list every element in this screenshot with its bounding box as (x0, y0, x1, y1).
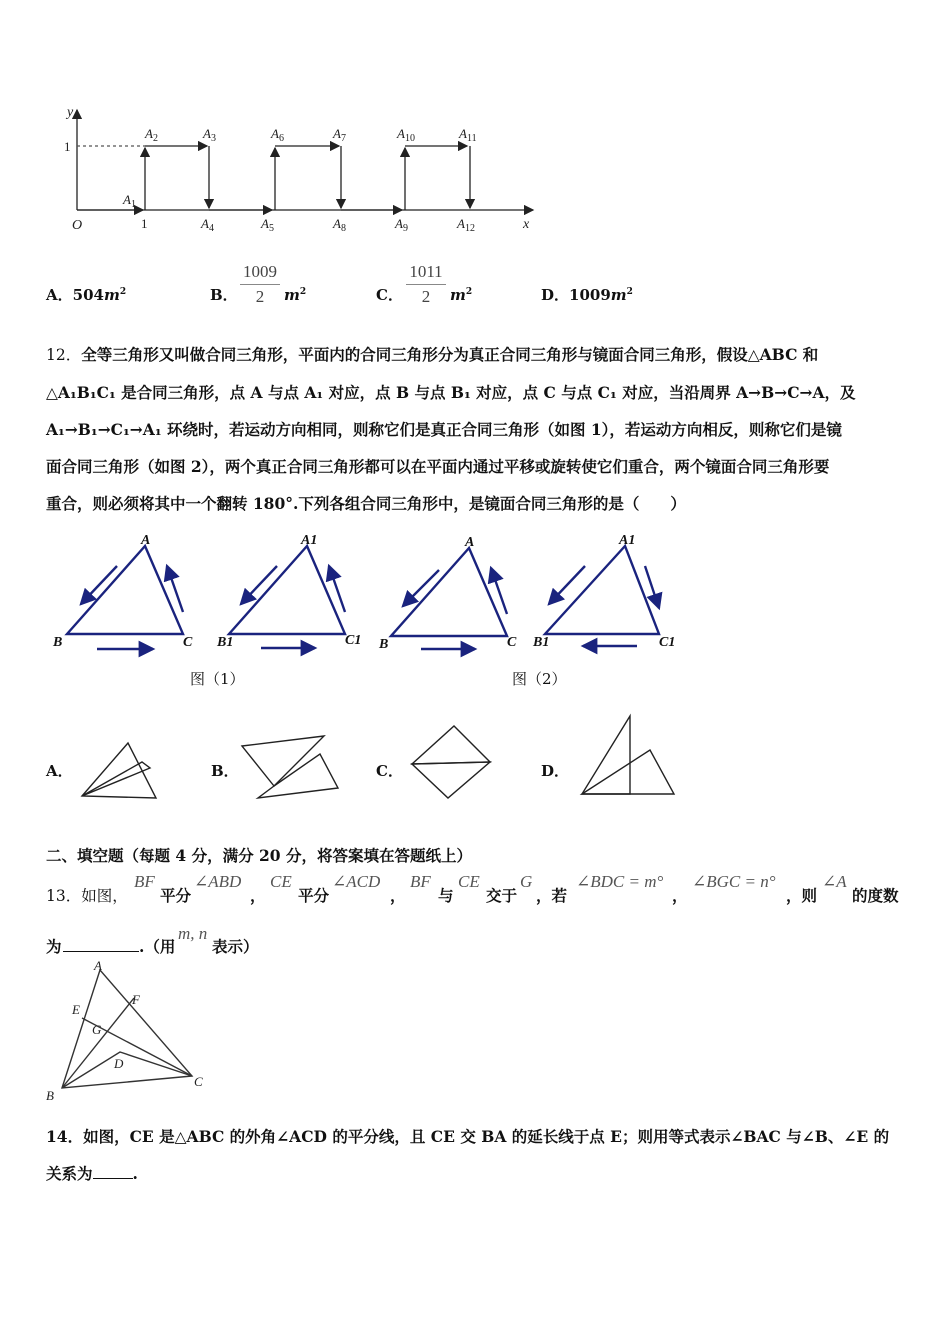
point-label-a6: $A_6$ (271, 126, 284, 144)
f1b-B1: B1 (217, 635, 234, 650)
point-label-a12: $A_{12}$ (457, 216, 475, 234)
f2b-C1: C1 (659, 635, 676, 650)
f1-B: B (53, 635, 63, 650)
section-2-title: 二、填空题（每题 4 分，满分 20 分，将答案填在答题纸上） (46, 846, 472, 865)
point-label-a10: $A_{10}$ (397, 126, 415, 144)
q12-option-b-figure (238, 732, 342, 802)
q13-G: G (92, 1022, 102, 1037)
point-label-a8: $A_8$ (333, 216, 346, 234)
q13-D: D (114, 1056, 124, 1071)
f2-B: B (379, 637, 389, 652)
q13-figure (40, 958, 220, 1104)
point-label-a5: $A_5$ (261, 216, 274, 234)
point-label-a2: $A_2$ (145, 126, 158, 144)
f1-C: C (183, 635, 193, 650)
point-label-a4: $A_4$ (201, 216, 214, 234)
q14-text: 14．如图，CE 是△ABC 的外角∠ACD 的平分线，且 CE 交 BA 的延长线于点 E；则用等式表示∠BAC 与∠B、∠E 的 关系为 . (46, 1127, 890, 1183)
coordinate-path-figure (55, 100, 555, 240)
point-label-a9: $A_9$ (395, 216, 408, 234)
tick-y1: 1 (64, 139, 71, 154)
q12-option-d[interactable]: D． (541, 762, 570, 780)
q12-triangles-figure (45, 532, 695, 662)
q11-option-b[interactable]: B． (210, 286, 238, 304)
q12-option-d-figure (578, 712, 680, 798)
fig2-caption: 图（2） (512, 670, 567, 688)
q13-C: C (194, 1074, 203, 1089)
q11-fraction-b: 1009 2 (240, 262, 280, 307)
q13-line2: 为 .（用 m, n 表示） (46, 924, 259, 956)
f1b-A1: A1 (301, 533, 318, 548)
f1-A: A (141, 533, 151, 548)
q11-unit-b: $m^2$ (284, 286, 307, 304)
y-axis-label: y (67, 105, 74, 120)
point-label-a7: $A_7$ (333, 126, 346, 144)
q13-B: B (46, 1088, 54, 1103)
q12-option-c[interactable]: C． (376, 762, 403, 780)
q13-A: A (94, 958, 102, 973)
q12-option-b[interactable]: B． (211, 762, 239, 780)
point-label-a1: $A_1$ (123, 192, 136, 210)
tick-x1: 1 (141, 216, 148, 231)
origin-label: O (72, 218, 83, 233)
x-axis-label: x (523, 217, 530, 232)
q13-line1: 13．如图， BF 平分 ∠ABD ， CE 平分 ∠ACD ， BF 与 CE 交于 G ，若 ∠BDC = m° ， ∠BGC = n° ，则 ∠A 的度数 (46, 872, 899, 905)
q14-answer-blank[interactable] (93, 1164, 133, 1179)
q11-unit-c: $m^2$ (450, 286, 473, 304)
q12-text: 12．全等三角形又叫做合同三角形，平面内的合同三角形分为真正合同三角形与镜面合同三角形，假设△ABC 和 △A₁B₁C₁ 是合同三角形，点 A 与点 A₁ 对应，点 B 与点 B₁ 对应，点 C 与点 C₁ 对应，当沿周界 A→B→C→A，及 A₁→B₁→C₁→A₁ 环绕时，若运动方向相同，则称它们是真正合同三角形（如图 1），若运动方向相反，则称它们是镜 面合同三角形（如图 2），两个真正合同三角形都可以在平面内通过平移或旋转使它们重合，两个镜面合同三角形要 重合，则必须将其中一个翻转 180°.下列各组合同三角形中，是镜面合同三角形的是（ ） (46, 345, 856, 513)
q12-option-c-figure (408, 722, 494, 802)
f2-C: C (507, 635, 517, 650)
f2b-A1: A1 (619, 533, 636, 548)
q11-option-a[interactable]: A．$504m^2$ (46, 286, 127, 304)
q13-E: E (72, 1002, 80, 1017)
q11-option-c[interactable]: C． (376, 286, 403, 304)
q13-F: F (132, 992, 140, 1007)
f2-A: A (465, 535, 475, 550)
q12-option-a[interactable]: A． (46, 762, 73, 780)
q11-fraction-c: 1011 2 (406, 262, 446, 307)
q11-option-d[interactable]: D．$1009m^2$ (541, 286, 633, 304)
q12-option-a-figure (78, 740, 160, 802)
q13-answer-blank[interactable] (63, 935, 139, 952)
fig1-caption: 图（1） (190, 670, 245, 688)
point-label-a3: $A_3$ (203, 126, 216, 144)
point-label-a11: $A_{11}$ (459, 126, 477, 144)
f2b-B1: B1 (533, 635, 550, 650)
f1b-C1: C1 (345, 633, 362, 648)
